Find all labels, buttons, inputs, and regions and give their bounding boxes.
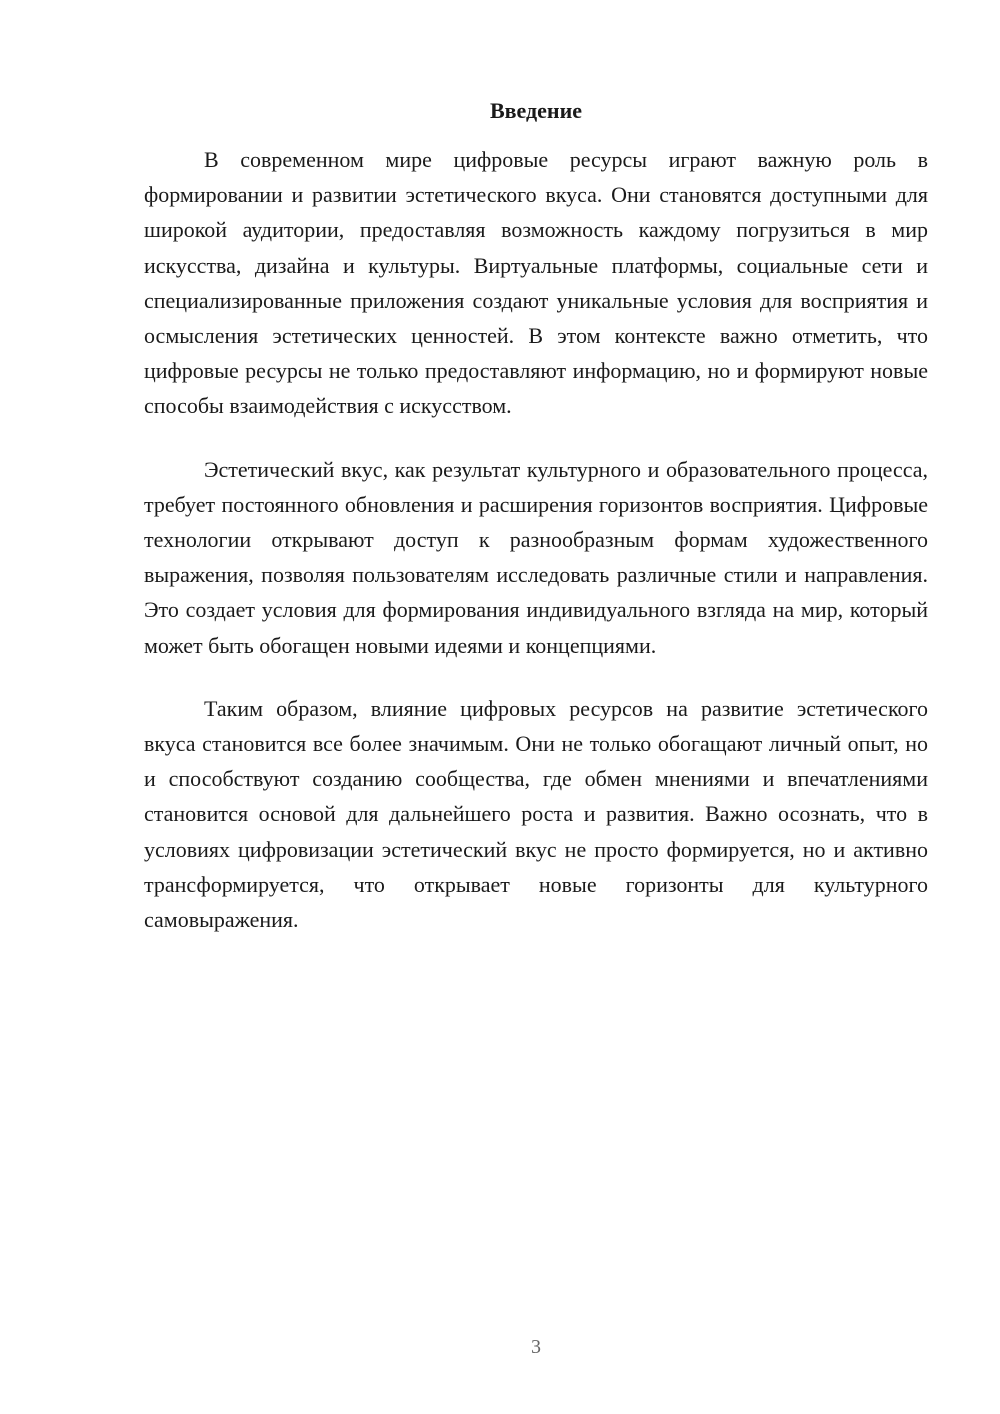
paragraph-3: Таким образом, влияние цифровых ресурсов на развитие эстетического вкуса становится все более значимым. Они не только обогащают личный опыт, но и способствуют созданию сообщества, где обмен мнениями и впечатлениями становится основой для дальнейшего роста и развития. Важно осознать, что в условиях цифровизации эстетический вкус не просто формируется, но и активно трансформируется, что открывает новые горизонты для культурного самовыражения. <box>144 695 928 933</box>
page-number: 3 <box>531 1336 541 1358</box>
body-text <box>144 142 928 965</box>
page-title: Введение <box>489 98 583 123</box>
paragraph-2: Эстетический вкус, как результат культурного и образовательного процесса, требует постоянного обновления и расширения горизонтов восприятия. Цифровые технологии открывают доступ к разнообразным формам художественного выражения, позволяя пользователям исследовать различные стили и направления. Это создает условия для формирования индивидуального взгляда на мир, который может быть обогащен новыми идеями и концепциями. <box>144 456 928 658</box>
paragraph-1: В современном мире цифровые ресурсы играют важную роль в формировании и развитии эстетического вкуса. Они становятся доступными для широкой аудитории, предоставляя возможность каждому погрузиться в мир искусства, дизайна и культуры. Виртуальные платформы, социальные сети и специализированные приложения создают уникальные условия для восприятия и осмысления эстетических ценностей. В этом контексте важно отметить, что цифровые ресурсы не только предоставляют информацию, но и формируют новые способы взаимодействия с искусством. <box>144 147 928 419</box>
